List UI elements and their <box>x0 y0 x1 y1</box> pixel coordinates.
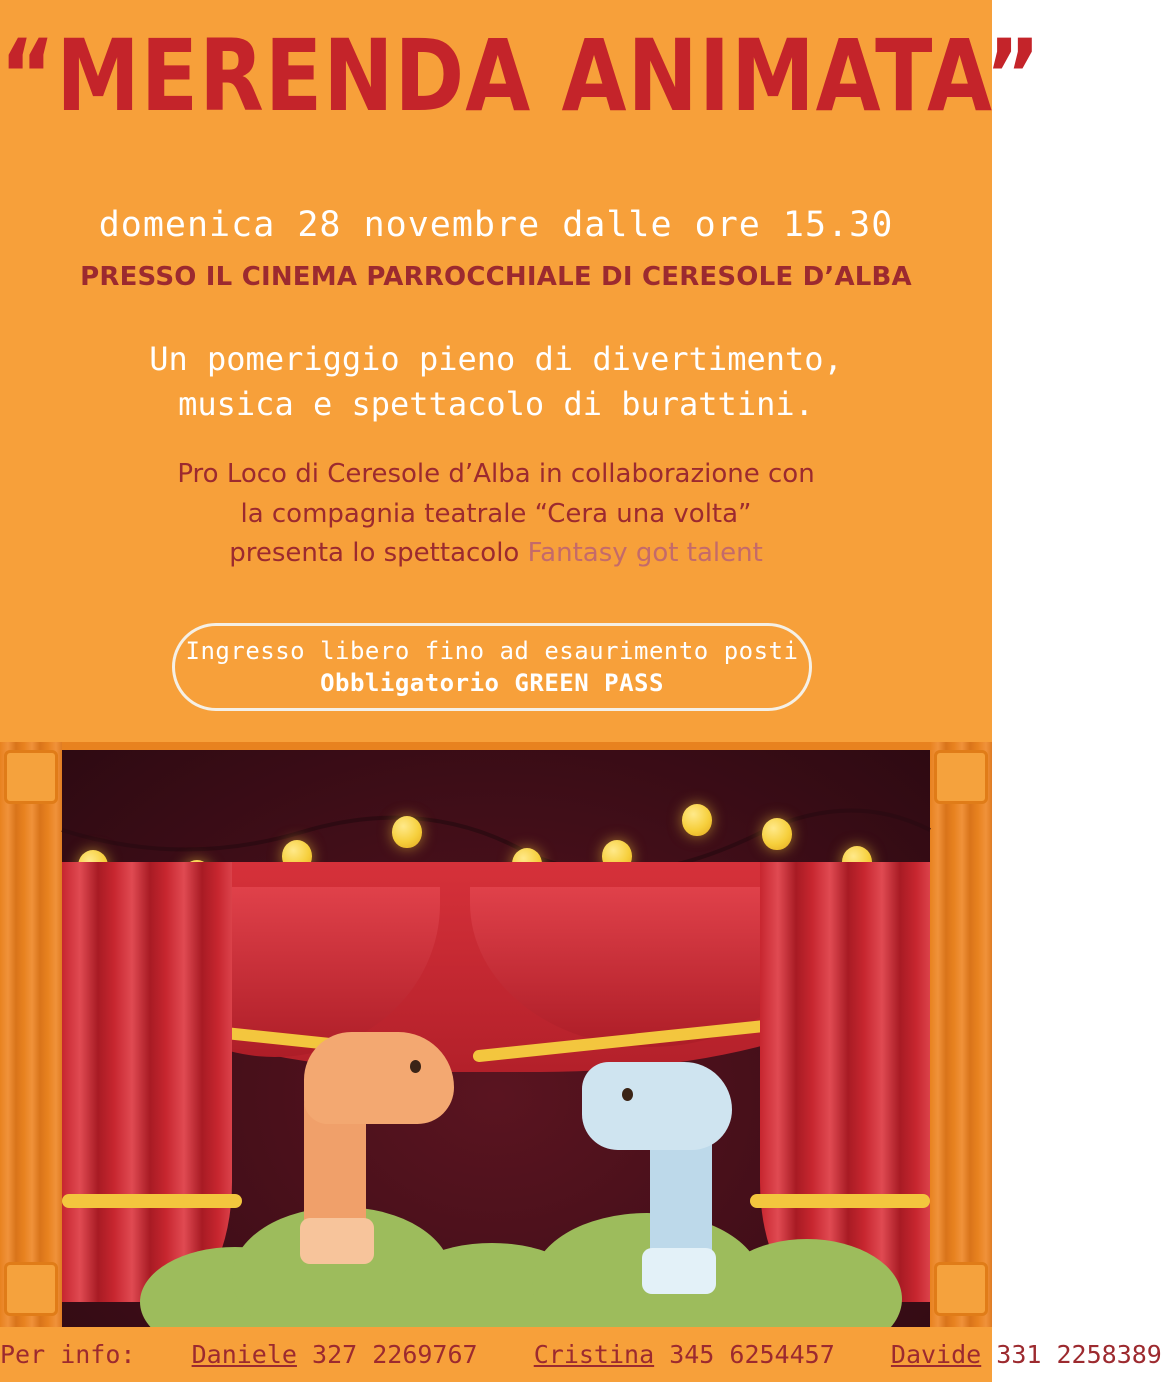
puppet-blue-eye <box>622 1088 633 1101</box>
bulb-7 <box>682 804 712 836</box>
contact-phone-1: 327 2269767 <box>312 1340 478 1369</box>
show-prefix: presenta lo spettacolo <box>229 538 528 569</box>
contact-name-2: Cristina <box>533 1340 655 1369</box>
page-title: “MERENDA ANIMATA” <box>0 18 1042 134</box>
organizer-line-1: Pro Loco di Ceresole d’Alba in collaborazione con <box>177 459 815 489</box>
entry-info-badge <box>172 623 812 711</box>
event-description-line-1: Un pomeriggio pieno di divertimento, <box>149 340 843 378</box>
puppet-blue-cuff <box>642 1248 716 1294</box>
puppet-theatre-illustration <box>0 742 992 1327</box>
bulb-8 <box>762 818 792 850</box>
puppet-orange-eye <box>410 1060 421 1073</box>
event-description <box>0 337 992 428</box>
footer-contacts <box>0 1327 1162 1382</box>
event-date-line: domenica 28 novembre dalle ore 15.30 <box>98 205 894 245</box>
entry-free-text: Ingresso libero fino ad esaurimento posti <box>185 637 799 665</box>
frame-left <box>0 742 62 1327</box>
contact-name-3: Davide <box>890 1340 982 1369</box>
green-pass-text: Obbligatorio GREEN PASS <box>320 669 664 697</box>
contact-name-1: Daniele <box>191 1340 297 1369</box>
puppet-orange-cuff <box>300 1218 374 1264</box>
footer-label: Per info: <box>0 1340 136 1369</box>
organizer-line-3 <box>0 534 992 574</box>
bulb-4 <box>392 816 422 848</box>
puppet-blue <box>572 1062 772 1292</box>
frame-block-bottom-left <box>4 1262 58 1316</box>
puppet-orange <box>288 1032 488 1262</box>
puppet-blue-head <box>582 1062 732 1150</box>
organizer-block <box>0 455 992 574</box>
contact-phone-2: 345 6254457 <box>669 1340 835 1369</box>
frame-block-top-left <box>4 750 58 804</box>
frame-right <box>930 742 992 1327</box>
show-title: Fantasy got talent <box>527 538 763 569</box>
poster-text-area <box>0 0 1042 742</box>
puppet-orange-head <box>304 1032 454 1124</box>
frame-block-bottom-right <box>934 1262 988 1316</box>
contact-phone-3: 331 2258389 <box>996 1340 1162 1369</box>
bush-row <box>62 1177 930 1327</box>
organizer-line-2: la compagnia teatrale “Cera una volta” <box>240 498 752 529</box>
event-description-line-2: musica e spettacolo di burattini. <box>178 385 814 424</box>
event-venue-line: PRESSO IL CINEMA PARROCCHIALE DI CERESOLE D’ALBA <box>80 262 912 292</box>
frame-block-top-right <box>934 750 988 804</box>
